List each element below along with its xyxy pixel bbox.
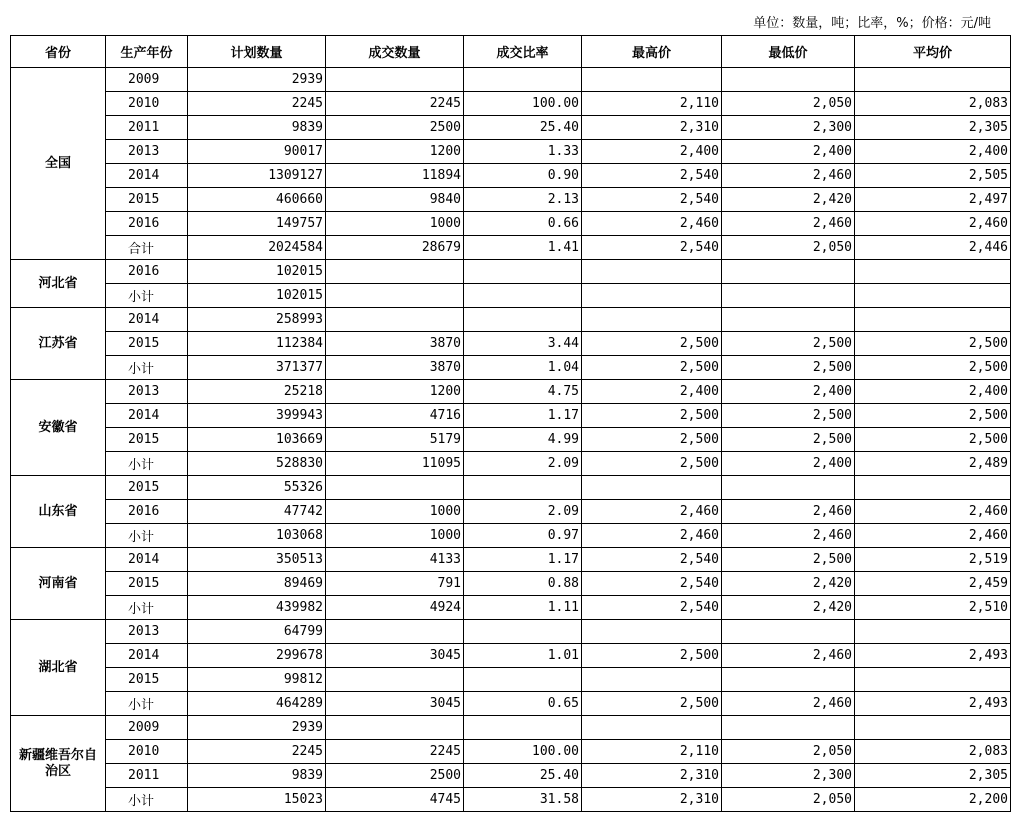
trade-ratio-cell: 25.40 xyxy=(464,764,582,788)
year-cell: 2016 xyxy=(106,260,188,284)
year-cell: 2014 xyxy=(106,308,188,332)
traded-qty-cell xyxy=(326,716,464,740)
table-row xyxy=(11,452,1011,476)
min-price-cell: 2,400 xyxy=(722,452,855,476)
header-max-price: 最高价 xyxy=(582,36,722,68)
max-price-cell: 2,110 xyxy=(582,740,722,764)
trade-ratio-cell: 2.09 xyxy=(464,500,582,524)
avg-price-cell xyxy=(855,716,1011,740)
min-price-cell: 2,460 xyxy=(722,644,855,668)
avg-price-cell: 2,400 xyxy=(855,140,1011,164)
max-price-cell xyxy=(582,620,722,644)
year-cell: 2015 xyxy=(106,668,188,692)
table-row xyxy=(11,404,1011,428)
table-row xyxy=(11,716,1011,740)
table-row xyxy=(11,740,1011,764)
max-price-cell: 2,310 xyxy=(582,788,722,812)
table-row xyxy=(11,428,1011,452)
table-row xyxy=(11,548,1011,572)
trade-ratio-cell: 0.88 xyxy=(464,572,582,596)
avg-price-cell: 2,497 xyxy=(855,188,1011,212)
planned-qty-cell: 299678 xyxy=(188,644,326,668)
year-cell: 小计 xyxy=(106,356,188,380)
avg-price-cell: 2,460 xyxy=(855,500,1011,524)
min-price-cell: 2,050 xyxy=(722,92,855,116)
trade-ratio-cell: 2.09 xyxy=(464,452,582,476)
year-cell: 小计 xyxy=(106,452,188,476)
year-cell: 2014 xyxy=(106,404,188,428)
table-row xyxy=(11,788,1011,812)
max-price-cell xyxy=(582,716,722,740)
avg-price-cell xyxy=(855,476,1011,500)
max-price-cell xyxy=(582,308,722,332)
min-price-cell: 2,460 xyxy=(722,524,855,548)
planned-qty-cell: 371377 xyxy=(188,356,326,380)
trade-ratio-cell: 1.01 xyxy=(464,644,582,668)
traded-qty-cell: 5179 xyxy=(326,428,464,452)
province-cell: 湖北省 xyxy=(11,620,106,716)
min-price-cell: 2,050 xyxy=(722,788,855,812)
avg-price-cell: 2,460 xyxy=(855,212,1011,236)
min-price-cell xyxy=(722,68,855,92)
planned-qty-cell: 464289 xyxy=(188,692,326,716)
trade-ratio-cell xyxy=(464,260,582,284)
year-cell: 2015 xyxy=(106,188,188,212)
min-price-cell xyxy=(722,716,855,740)
traded-qty-cell: 1200 xyxy=(326,140,464,164)
table-row xyxy=(11,116,1011,140)
planned-qty-cell: 102015 xyxy=(188,284,326,308)
trade-ratio-cell: 0.97 xyxy=(464,524,582,548)
trade-ratio-cell: 31.58 xyxy=(464,788,582,812)
avg-price-cell: 2,400 xyxy=(855,380,1011,404)
traded-qty-cell: 791 xyxy=(326,572,464,596)
table-row xyxy=(11,236,1011,260)
planned-qty-cell: 350513 xyxy=(188,548,326,572)
province-cell: 河南省 xyxy=(11,548,106,620)
traded-qty-cell: 1000 xyxy=(326,212,464,236)
min-price-cell: 2,460 xyxy=(722,212,855,236)
year-cell: 2009 xyxy=(106,68,188,92)
year-cell: 2009 xyxy=(106,716,188,740)
min-price-cell xyxy=(722,668,855,692)
province-cell: 全国 xyxy=(11,68,106,260)
year-cell: 2016 xyxy=(106,212,188,236)
planned-qty-cell: 2245 xyxy=(188,92,326,116)
avg-price-cell: 2,519 xyxy=(855,548,1011,572)
max-price-cell xyxy=(582,476,722,500)
traded-qty-cell: 4716 xyxy=(326,404,464,428)
max-price-cell: 2,500 xyxy=(582,428,722,452)
trade-ratio-cell: 3.44 xyxy=(464,332,582,356)
planned-qty-cell: 89469 xyxy=(188,572,326,596)
planned-qty-cell: 103068 xyxy=(188,524,326,548)
year-cell: 2013 xyxy=(106,140,188,164)
max-price-cell: 2,540 xyxy=(582,596,722,620)
trade-ratio-cell xyxy=(464,308,582,332)
trade-ratio-cell xyxy=(464,620,582,644)
year-cell: 2015 xyxy=(106,332,188,356)
traded-qty-cell: 1000 xyxy=(326,524,464,548)
year-cell: 2011 xyxy=(106,764,188,788)
planned-qty-cell: 102015 xyxy=(188,260,326,284)
min-price-cell: 2,460 xyxy=(722,500,855,524)
planned-qty-cell: 64799 xyxy=(188,620,326,644)
traded-qty-cell: 11095 xyxy=(326,452,464,476)
trade-ratio-cell: 100.00 xyxy=(464,92,582,116)
max-price-cell: 2,500 xyxy=(582,356,722,380)
year-cell: 小计 xyxy=(106,788,188,812)
traded-qty-cell: 4745 xyxy=(326,788,464,812)
year-cell: 2015 xyxy=(106,476,188,500)
planned-qty-cell: 399943 xyxy=(188,404,326,428)
avg-price-cell: 2,489 xyxy=(855,452,1011,476)
max-price-cell: 2,110 xyxy=(582,92,722,116)
province-cell: 安徽省 xyxy=(11,380,106,476)
min-price-cell xyxy=(722,476,855,500)
header-min-price: 最低价 xyxy=(722,36,855,68)
table-row xyxy=(11,212,1011,236)
trade-ratio-cell: 4.75 xyxy=(464,380,582,404)
unit-note: 单位：数量，吨；比率，%；价格：元/吨 xyxy=(753,16,991,31)
max-price-cell: 2,400 xyxy=(582,140,722,164)
planned-qty-cell: 258993 xyxy=(188,308,326,332)
avg-price-cell: 2,083 xyxy=(855,740,1011,764)
avg-price-cell: 2,460 xyxy=(855,524,1011,548)
traded-qty-cell: 11894 xyxy=(326,164,464,188)
header-row xyxy=(11,36,1011,68)
avg-price-cell xyxy=(855,668,1011,692)
avg-price-cell: 2,505 xyxy=(855,164,1011,188)
avg-price-cell: 2,459 xyxy=(855,572,1011,596)
trade-ratio-cell: 1.17 xyxy=(464,548,582,572)
header-year: 生产年份 xyxy=(106,36,188,68)
traded-qty-cell: 2500 xyxy=(326,116,464,140)
trade-ratio-cell: 1.17 xyxy=(464,404,582,428)
max-price-cell: 2,460 xyxy=(582,524,722,548)
trade-ratio-cell xyxy=(464,668,582,692)
province-cell: 山东省 xyxy=(11,476,106,548)
trade-ratio-cell xyxy=(464,716,582,740)
avg-price-cell xyxy=(855,284,1011,308)
trade-ratio-cell: 25.40 xyxy=(464,116,582,140)
avg-price-cell xyxy=(855,308,1011,332)
max-price-cell: 2,540 xyxy=(582,548,722,572)
min-price-cell: 2,420 xyxy=(722,596,855,620)
min-price-cell xyxy=(722,284,855,308)
year-cell: 2014 xyxy=(106,644,188,668)
table-row xyxy=(11,284,1011,308)
trade-ratio-cell: 1.04 xyxy=(464,356,582,380)
header-traded-qty: 成交数量 xyxy=(326,36,464,68)
max-price-cell: 2,400 xyxy=(582,380,722,404)
year-cell: 2013 xyxy=(106,620,188,644)
max-price-cell: 2,540 xyxy=(582,164,722,188)
max-price-cell: 2,310 xyxy=(582,116,722,140)
max-price-cell: 2,500 xyxy=(582,404,722,428)
min-price-cell: 2,400 xyxy=(722,380,855,404)
trade-ratio-cell xyxy=(464,68,582,92)
max-price-cell xyxy=(582,260,722,284)
year-cell: 2010 xyxy=(106,740,188,764)
max-price-cell: 2,500 xyxy=(582,452,722,476)
planned-qty-cell: 2939 xyxy=(188,716,326,740)
avg-price-cell: 2,510 xyxy=(855,596,1011,620)
planned-qty-cell: 90017 xyxy=(188,140,326,164)
max-price-cell: 2,310 xyxy=(582,764,722,788)
year-cell: 2014 xyxy=(106,548,188,572)
traded-qty-cell xyxy=(326,668,464,692)
table-row xyxy=(11,92,1011,116)
planned-qty-cell: 9839 xyxy=(188,116,326,140)
traded-qty-cell: 2245 xyxy=(326,740,464,764)
avg-price-cell xyxy=(855,68,1011,92)
planned-qty-cell: 47742 xyxy=(188,500,326,524)
max-price-cell: 2,500 xyxy=(582,644,722,668)
year-cell: 2014 xyxy=(106,164,188,188)
planned-qty-cell: 2939 xyxy=(188,68,326,92)
max-price-cell: 2,540 xyxy=(582,188,722,212)
planned-qty-cell: 55326 xyxy=(188,476,326,500)
max-price-cell xyxy=(582,668,722,692)
year-cell: 2011 xyxy=(106,116,188,140)
avg-price-cell: 2,500 xyxy=(855,356,1011,380)
min-price-cell: 2,420 xyxy=(722,188,855,212)
avg-price-cell xyxy=(855,620,1011,644)
table-row xyxy=(11,380,1011,404)
header-planned-qty: 计划数量 xyxy=(188,36,326,68)
min-price-cell: 2,460 xyxy=(722,692,855,716)
min-price-cell: 2,050 xyxy=(722,740,855,764)
traded-qty-cell xyxy=(326,620,464,644)
table-row xyxy=(11,692,1011,716)
avg-price-cell xyxy=(855,260,1011,284)
table-row xyxy=(11,356,1011,380)
table-row xyxy=(11,260,1011,284)
planned-qty-cell: 1309127 xyxy=(188,164,326,188)
year-cell: 小计 xyxy=(106,692,188,716)
max-price-cell: 2,460 xyxy=(582,212,722,236)
min-price-cell: 2,500 xyxy=(722,428,855,452)
planned-qty-cell: 15023 xyxy=(188,788,326,812)
year-cell: 2013 xyxy=(106,380,188,404)
max-price-cell: 2,540 xyxy=(582,236,722,260)
table-row xyxy=(11,596,1011,620)
header-province: 省份 xyxy=(11,36,106,68)
avg-price-cell: 2,500 xyxy=(855,428,1011,452)
province-cell: 新疆维吾尔自治区 xyxy=(11,716,106,812)
table-row xyxy=(11,572,1011,596)
avg-price-cell: 2,083 xyxy=(855,92,1011,116)
max-price-cell: 2,500 xyxy=(582,692,722,716)
avg-price-cell: 2,305 xyxy=(855,116,1011,140)
table-row xyxy=(11,620,1011,644)
avg-price-cell: 2,305 xyxy=(855,764,1011,788)
min-price-cell: 2,300 xyxy=(722,116,855,140)
min-price-cell: 2,420 xyxy=(722,572,855,596)
traded-qty-cell: 3870 xyxy=(326,332,464,356)
year-cell: 小计 xyxy=(106,524,188,548)
min-price-cell: 2,500 xyxy=(722,332,855,356)
planned-qty-cell: 528830 xyxy=(188,452,326,476)
avg-price-cell: 2,493 xyxy=(855,644,1011,668)
trade-ratio-cell: 1.41 xyxy=(464,236,582,260)
avg-price-cell: 2,500 xyxy=(855,404,1011,428)
min-price-cell: 2,050 xyxy=(722,236,855,260)
avg-price-cell: 2,446 xyxy=(855,236,1011,260)
trade-ratio-cell: 1.11 xyxy=(464,596,582,620)
year-cell: 2016 xyxy=(106,500,188,524)
planned-qty-cell: 2024584 xyxy=(188,236,326,260)
traded-qty-cell: 1200 xyxy=(326,380,464,404)
min-price-cell: 2,400 xyxy=(722,140,855,164)
planned-qty-cell: 439982 xyxy=(188,596,326,620)
min-price-cell xyxy=(722,308,855,332)
traded-qty-cell: 2500 xyxy=(326,764,464,788)
trade-ratio-cell: 0.66 xyxy=(464,212,582,236)
min-price-cell: 2,500 xyxy=(722,548,855,572)
table-row xyxy=(11,476,1011,500)
table-row xyxy=(11,68,1011,92)
table-row xyxy=(11,308,1011,332)
planned-qty-cell: 9839 xyxy=(188,764,326,788)
min-price-cell: 2,460 xyxy=(722,164,855,188)
planned-qty-cell: 112384 xyxy=(188,332,326,356)
min-price-cell: 2,300 xyxy=(722,764,855,788)
trade-ratio-cell: 4.99 xyxy=(464,428,582,452)
max-price-cell: 2,500 xyxy=(582,332,722,356)
trade-ratio-cell: 0.90 xyxy=(464,164,582,188)
header-trade-ratio: 成交比率 xyxy=(464,36,582,68)
trade-ratio-cell xyxy=(464,476,582,500)
traded-qty-cell: 9840 xyxy=(326,188,464,212)
year-cell: 2010 xyxy=(106,92,188,116)
max-price-cell xyxy=(582,284,722,308)
traded-qty-cell xyxy=(326,476,464,500)
table-row xyxy=(11,764,1011,788)
traded-qty-cell: 28679 xyxy=(326,236,464,260)
avg-price-cell: 2,200 xyxy=(855,788,1011,812)
max-price-cell: 2,460 xyxy=(582,500,722,524)
traded-qty-cell: 3045 xyxy=(326,692,464,716)
planned-qty-cell: 149757 xyxy=(188,212,326,236)
year-cell: 2015 xyxy=(106,572,188,596)
trade-ratio-cell: 100.00 xyxy=(464,740,582,764)
trade-ratio-cell: 0.65 xyxy=(464,692,582,716)
year-cell: 合计 xyxy=(106,236,188,260)
traded-qty-cell xyxy=(326,308,464,332)
traded-qty-cell xyxy=(326,284,464,308)
trade-ratio-cell: 2.13 xyxy=(464,188,582,212)
max-price-cell xyxy=(582,68,722,92)
auction-results-table xyxy=(10,35,1011,812)
year-cell: 小计 xyxy=(106,596,188,620)
traded-qty-cell xyxy=(326,68,464,92)
min-price-cell: 2,500 xyxy=(722,356,855,380)
min-price-cell: 2,500 xyxy=(722,404,855,428)
trade-ratio-cell xyxy=(464,284,582,308)
table-row xyxy=(11,188,1011,212)
max-price-cell: 2,540 xyxy=(582,572,722,596)
avg-price-cell: 2,493 xyxy=(855,692,1011,716)
province-cell: 河北省 xyxy=(11,260,106,308)
table-row xyxy=(11,500,1011,524)
table-row xyxy=(11,164,1011,188)
avg-price-cell: 2,500 xyxy=(855,332,1011,356)
table-row xyxy=(11,140,1011,164)
traded-qty-cell: 2245 xyxy=(326,92,464,116)
min-price-cell xyxy=(722,620,855,644)
province-cell: 江苏省 xyxy=(11,308,106,380)
traded-qty-cell: 3870 xyxy=(326,356,464,380)
header-avg-price: 平均价 xyxy=(855,36,1011,68)
planned-qty-cell: 460660 xyxy=(188,188,326,212)
table-row xyxy=(11,524,1011,548)
trade-ratio-cell: 1.33 xyxy=(464,140,582,164)
table-row xyxy=(11,332,1011,356)
year-cell: 2015 xyxy=(106,428,188,452)
min-price-cell xyxy=(722,260,855,284)
traded-qty-cell: 4924 xyxy=(326,596,464,620)
planned-qty-cell: 2245 xyxy=(188,740,326,764)
traded-qty-cell: 4133 xyxy=(326,548,464,572)
traded-qty-cell xyxy=(326,260,464,284)
planned-qty-cell: 99812 xyxy=(188,668,326,692)
planned-qty-cell: 103669 xyxy=(188,428,326,452)
traded-qty-cell: 1000 xyxy=(326,500,464,524)
year-cell: 小计 xyxy=(106,284,188,308)
planned-qty-cell: 25218 xyxy=(188,380,326,404)
table-row xyxy=(11,668,1011,692)
table-row xyxy=(11,644,1011,668)
traded-qty-cell: 3045 xyxy=(326,644,464,668)
